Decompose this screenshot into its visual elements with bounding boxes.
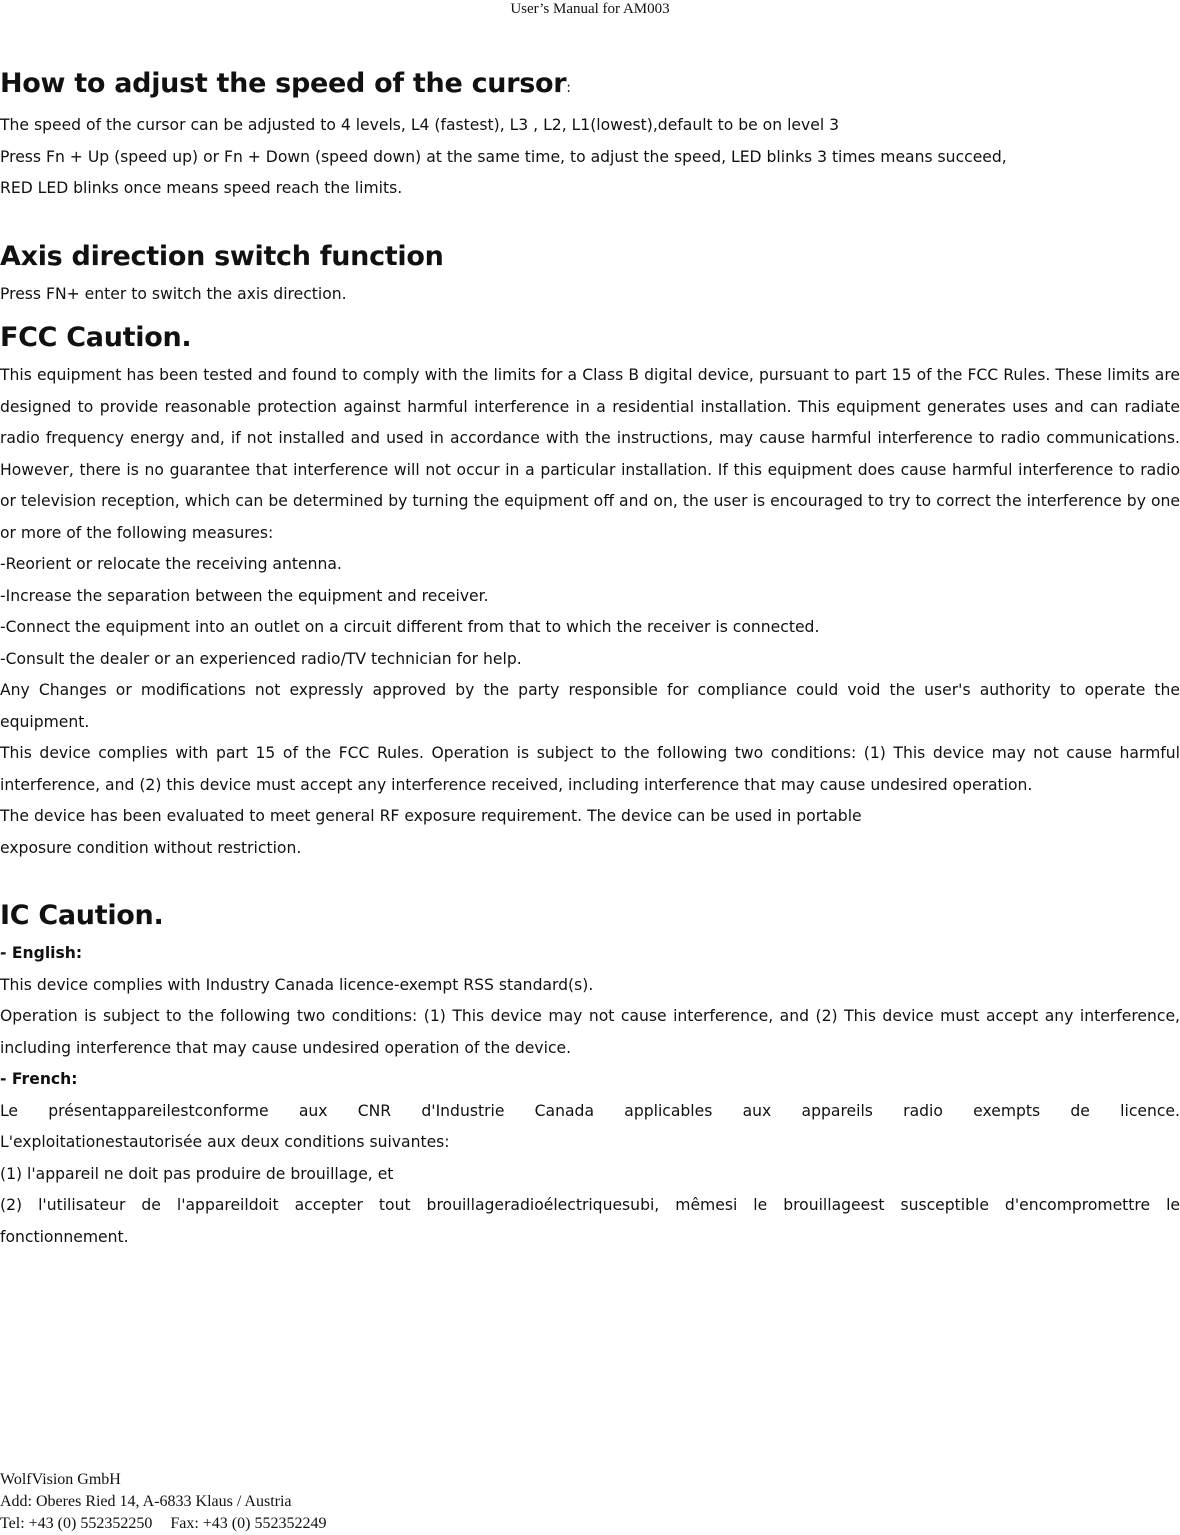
ic-english-line-1: This device complies with Industry Canada licence-exempt RSS standard(s). xyxy=(0,975,594,994)
cursor-speed-heading-text: How to adjust the speed of the cursor xyxy=(0,68,567,99)
heading-colon: : xyxy=(566,80,571,96)
footer-contact xyxy=(0,1513,600,1535)
footer-company: WolfVision GmbH xyxy=(0,1471,121,1488)
ic-french-label: - French: xyxy=(0,1070,78,1088)
ic-caution-heading: IC Caution. xyxy=(0,900,164,931)
axis-direction-section xyxy=(0,235,1180,311)
ic-french-line-1: Le présentappareilestconforme aux CNR d'Industrie Canada applicables aux appareils radio exempts de licence. xyxy=(0,1101,1180,1120)
axis-direction-heading: Axis direction switch function xyxy=(0,240,444,272)
cursor-speed-section xyxy=(0,62,1180,205)
fcc-measure-3: -Connect the equipment into an outlet on a circuit different from that to which the receiver is connected. xyxy=(0,618,820,636)
fcc-paragraph-3: This device complies with part 15 of the FCC Rules. Operation is subject to the following two conditions: (1) This device may not cause harmful interference, and (2) this device must accept any interference received, including interference that may cause undesired operation. xyxy=(0,744,1180,794)
cursor-speed-line-2: Press Fn + Up (speed up) or Fn + Down (speed down) at the same time, to adjust the speed, LED blinks 3 times means succeed, xyxy=(0,147,1007,166)
fcc-rf-line-1: The device has been evaluated to meet general RF exposure requirement. The device can be used in portable xyxy=(0,807,862,825)
footer-address: Add: Oberes Ried 14, A-6833 Klaus / Austria xyxy=(0,1493,292,1510)
fcc-measure-2: -Increase the separation between the equipment and receiver. xyxy=(0,586,489,605)
ic-french-paragraph: (2) l'utilisateur de l'appareildoit accepter tout brouillageradioélectriquesubi, mêmesi le brouillageest susceptible d'encompromettre le fonctionnement. xyxy=(0,1196,1180,1246)
fcc-rf-line-2: exposure condition without restriction. xyxy=(0,838,302,857)
footer-tel: Tel: +43 (0) 552352250 xyxy=(0,1515,153,1532)
page-header: User’s Manual for AM003 xyxy=(510,1,670,17)
ic-english-label: - English: xyxy=(0,944,83,962)
ic-caution-section xyxy=(0,894,1180,1253)
cursor-speed-heading xyxy=(0,62,1180,110)
ic-english-paragraph: Operation is subject to the following two conditions: (1) This device may not cause interference, and (2) This device must accept any interference, including interference that may cause undesired operation of the device. xyxy=(0,1007,1180,1057)
fcc-measure-4: -Consult the dealer or an experienced radio/TV technician for help. xyxy=(0,649,522,668)
ic-french-line-2: L'exploitationestautorisée aux deux conditions suivantes: xyxy=(0,1133,450,1151)
cursor-speed-line-3: RED LED blinks once means speed reach the limits. xyxy=(0,179,403,197)
axis-direction-text: Press FN+ enter to switch the axis direction. xyxy=(0,284,347,303)
cursor-speed-line-1: The speed of the cursor can be adjusted to 4 levels, L4 (fastest), L3 , L2, L1(lowest),default to be on level 3 xyxy=(0,116,840,134)
fcc-measure-1: -Reorient or relocate the receiving antenna. xyxy=(0,555,342,573)
fcc-caution-heading: FCC Caution. xyxy=(0,322,192,353)
fcc-caution-section xyxy=(0,316,1180,864)
fcc-paragraph-2: Any Changes or modifications not expressly approved by the party responsible for compliance could void the user's authority to operate the equipment. xyxy=(0,681,1180,731)
document-body xyxy=(0,62,1180,1253)
fcc-paragraph-1: This equipment has been tested and found to comply with the limits for a Class B digital device, pursuant to part 15 of the FCC Rules. These limits are designed to provide reasonable protection against harmful interference in a residential installation. This equipment generates uses and can radiate radio frequency energy and, if not installed and used in accordance with the instructions, may cause harmful interference to radio communications. However, there is no guarantee that interference will not occur in a particular installation. If this equipment does cause harmful interference to radio or television reception, which can be determined by turning the equipment off and on, the user is encouraged to try to correct the interference by one or more of the following measures: xyxy=(0,366,1180,542)
footer-fax: Fax: +43 (0) 552352249 xyxy=(170,1515,327,1532)
page-footer xyxy=(0,1469,600,1535)
ic-french-line-3: (1) l'appareil ne doit pas produire de brouillage, et xyxy=(0,1164,394,1183)
